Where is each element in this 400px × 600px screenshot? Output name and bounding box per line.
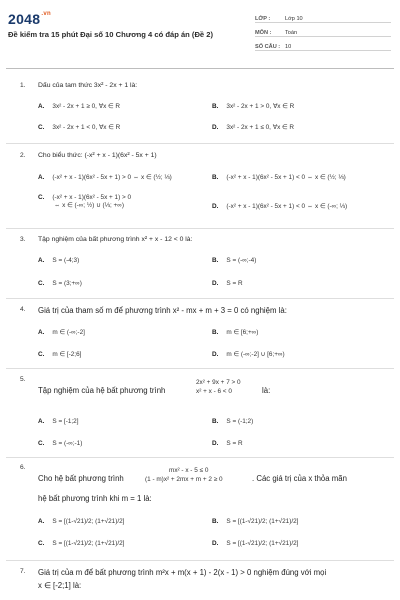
inequality-system: mx² - x - 5 ≤ 0 (1 - m)x² + 2mx + m + 2 ≥ 0: [145, 467, 223, 483]
question-divider: [6, 143, 394, 144]
option-c[interactable]: C. m ∈ [-2;6]: [38, 351, 82, 358]
option-b[interactable]: B. (-x² + x - 1)(6x² - 5x + 1) < 0 ⇔ x ∈ (½; ⅓): [212, 174, 346, 181]
question-text: Dấu của tam thức 3x² - 2x + 1 là:: [38, 82, 138, 89]
site-logo[interactable]: $2048^{.vn}$: [8, 11, 51, 27]
question-divider: [6, 560, 394, 561]
question-text: Giá trị của tham số m để phương trình x² - mx + m + 3 = 0 có nghiệm là:: [38, 306, 287, 315]
option-b[interactable]: B. S = (-∞;-4): [212, 257, 257, 264]
question-number: 7.: [20, 568, 26, 575]
question-text: Cho biểu thức: (-x² + x - 1)(6x² - 5x + 1): [38, 152, 157, 159]
question-number: 6.: [20, 464, 26, 471]
option-d[interactable]: D. m ∈ (-∞;-2] ∪ [6;+∞): [212, 351, 285, 358]
option-c[interactable]: C. (-x² + x - 1)(6x² - 5x + 1) > 0 ⇔ x ∈ (-∞; ½) ∪ (⅓; +∞): [38, 194, 132, 209]
option-a[interactable]: A. m ∈ (-∞;-2]: [38, 329, 85, 336]
question-text-after: là:: [262, 386, 271, 395]
header-divider: [6, 68, 394, 69]
option-c[interactable]: C. 3x² - 2x + 1 < 0, ∀x ∈ R: [38, 124, 121, 131]
exam-title: Đề kiểm tra 15 phút Đại số 10 Chương 4 có đáp án (Đề 2): [8, 30, 214, 39]
question-divider: [6, 368, 394, 369]
question-text-line2: x ∈ [-2;1] là:: [38, 581, 82, 590]
option-b[interactable]: B. S = (-1;2): [212, 418, 254, 425]
option-c[interactable]: C. S = [(1-√21)/2; (1+√21)/2]: [38, 540, 125, 547]
option-a[interactable]: A. (-x² + x - 1)(6x² - 5x + 1) > 0 ⇔ x ∈ (½; ⅓): [38, 174, 172, 181]
option-d[interactable]: D. S = R: [212, 440, 243, 447]
option-a[interactable]: A. S = [-1;2]: [38, 418, 79, 425]
meta-count: SỐ CÂU : 10: [255, 39, 391, 51]
option-d[interactable]: D. 3x² - 2x + 1 ≤ 0, ∀x ∈ R: [212, 124, 295, 131]
option-d[interactable]: D. S = R: [212, 280, 243, 287]
question-text: Cho hệ bất phương trình: [38, 474, 124, 483]
option-d[interactable]: D. (-x² + x - 1)(6x² - 5x + 1) < 0 ⇔ x ∈ (-∞; ⅓): [212, 203, 348, 210]
inequality-system: 2x² + 9x + 7 > 0 x² + x - 6 < 0: [196, 379, 241, 395]
question-text-after: . Các giá trị của x thỏa mãn: [252, 474, 347, 483]
question-text: Tập nghiệm của hệ bất phương trình: [38, 386, 166, 395]
option-a[interactable]: A. S = (-4;3): [38, 257, 80, 264]
question-number: 1.: [20, 82, 26, 89]
question-number: 2.: [20, 152, 26, 159]
option-b[interactable]: B. 3x² - 2x + 1 > 0, ∀x ∈ R: [212, 103, 295, 110]
exam-meta: [255, 11, 391, 53]
question-number: 4.: [20, 306, 26, 313]
option-c[interactable]: C. S = (3;+∞): [38, 280, 82, 287]
option-c[interactable]: C. S = (-∞;-1): [38, 440, 83, 447]
question-text: Tập nghiệm của bất phương trình x² + x - 12 < 0 là:: [38, 236, 193, 243]
question-number: 5.: [20, 376, 26, 383]
option-b[interactable]: B. m ∈ [6;+∞): [212, 329, 259, 336]
meta-class: LỚP : Lớp 10: [255, 11, 391, 23]
question-text-line2: hệ bất phương trình khi m = 1 là:: [38, 494, 152, 503]
question-divider: [6, 228, 394, 229]
option-b[interactable]: B. S = [(1-√21)/2; (1+√21)/2]: [212, 518, 299, 525]
question-text: Giá trị của m để bất phương trình m²x + m(x + 1) - 2(x - 1) > 0 nghiệm đúng với mọi: [38, 568, 327, 577]
option-a[interactable]: A. S = [(1-√21)/2; (1+√21)/2]: [38, 518, 125, 525]
question-divider: [6, 298, 394, 299]
question-number: 3.: [20, 236, 26, 243]
option-d[interactable]: D. S = [(1-√21)/2; (1+√21)/2]: [212, 540, 299, 547]
option-a[interactable]: A. 3x² - 2x + 1 ≥ 0, ∀x ∈ R: [38, 103, 121, 110]
question-divider: [6, 457, 394, 458]
meta-subject: MÔN : Toán: [255, 25, 391, 37]
